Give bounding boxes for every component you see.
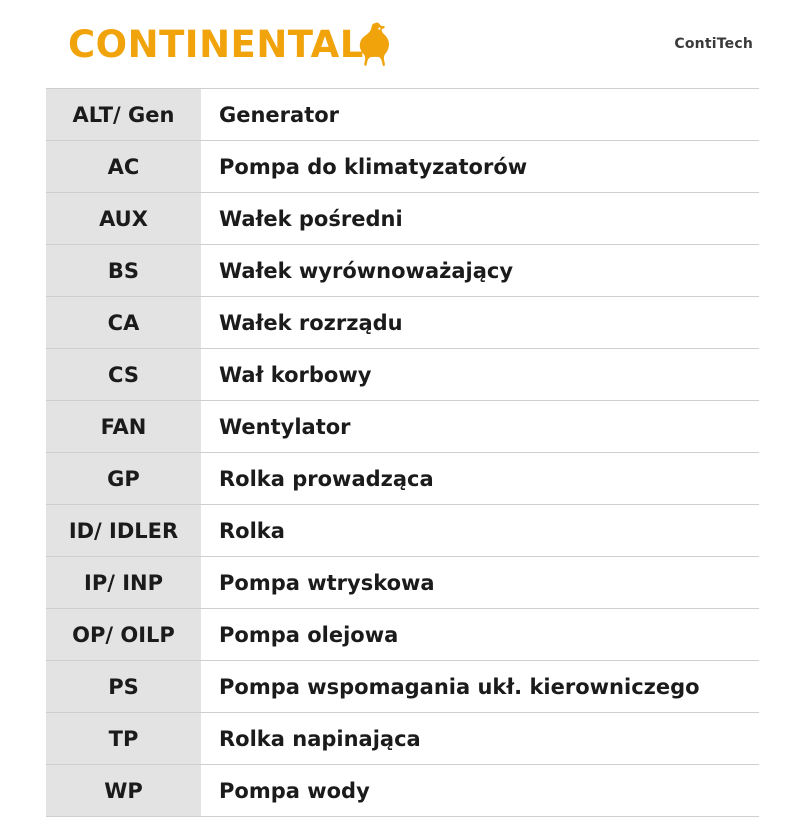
continental-logo [68, 21, 392, 67]
description-cell: Rolka [201, 505, 759, 556]
code-cell: GP [46, 453, 201, 504]
description-cell: Rolka napinająca [201, 713, 759, 764]
code-cell: AUX [46, 193, 201, 244]
table-row [46, 661, 759, 713]
table-row [46, 713, 759, 765]
abbreviation-table [46, 88, 759, 817]
table-row [46, 765, 759, 817]
table-row [46, 349, 759, 401]
table-row [46, 453, 759, 505]
description-cell: Generator [201, 89, 759, 140]
description-cell: Wał korbowy [201, 349, 759, 400]
code-cell: ID/ IDLER [46, 505, 201, 556]
code-cell: CA [46, 297, 201, 348]
description-cell: Wałek wyrównoważający [201, 245, 759, 296]
code-cell: BS [46, 245, 201, 296]
table-row [46, 89, 759, 141]
code-cell: ALT/ Gen [46, 89, 201, 140]
code-cell: TP [46, 713, 201, 764]
table-row [46, 193, 759, 245]
contitech-sub-brand: ContiTech [674, 36, 753, 52]
description-cell: Wentylator [201, 401, 759, 452]
code-cell: FAN [46, 401, 201, 452]
description-cell: Wałek rozrządu [201, 297, 759, 348]
table-row [46, 557, 759, 609]
description-cell: Wałek pośredni [201, 193, 759, 244]
brand-header [46, 0, 759, 88]
description-cell: Pompa wspomagania ukł. kierowniczego [201, 661, 759, 712]
table-row [46, 609, 759, 661]
description-cell: Pompa do klimatyzatorów [201, 141, 759, 192]
description-cell: Rolka prowadząca [201, 453, 759, 504]
table-row [46, 505, 759, 557]
description-cell: Pompa wody [201, 765, 759, 816]
description-cell: Pompa wtryskowa [201, 557, 759, 608]
code-cell: CS [46, 349, 201, 400]
code-cell: OP/ OILP [46, 609, 201, 660]
table-row [46, 401, 759, 453]
table-row [46, 297, 759, 349]
code-cell: PS [46, 661, 201, 712]
code-cell: IP/ INP [46, 557, 201, 608]
code-cell: WP [46, 765, 201, 816]
description-cell: Pompa olejowa [201, 609, 759, 660]
code-cell: AC [46, 141, 201, 192]
table-row [46, 245, 759, 297]
table-row [46, 141, 759, 193]
brand-wordmark: CONTINENTAL [68, 22, 364, 66]
